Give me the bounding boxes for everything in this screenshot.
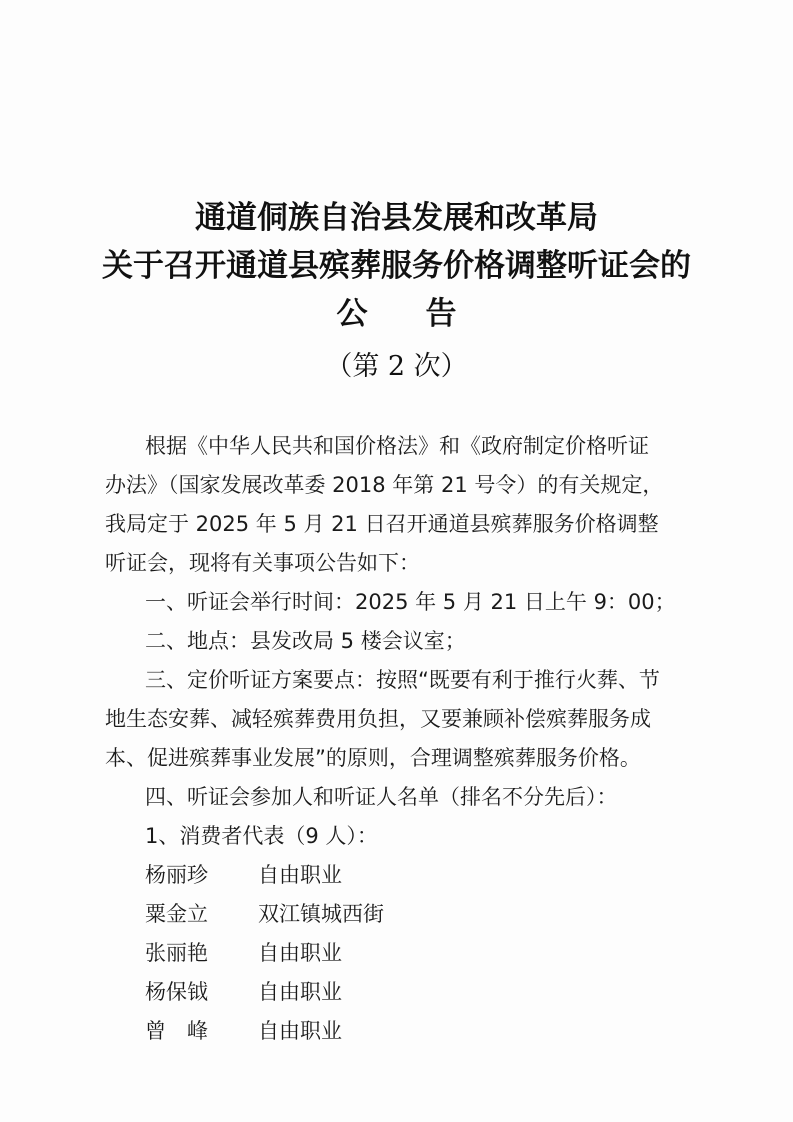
title-line-3: 公告 <box>336 296 515 332</box>
item-participants: 四、听证会参加人和听证人名单（排名不分先后）： <box>145 785 618 809</box>
item-plan-line-1: 三、定价听证方案要点：按照“既要有利于推行火葬、节 <box>145 668 660 692</box>
item-plan-line-2: 地生态安葬、减轻殡葬费用负担，又要兼顾补偿殡葬服务成 <box>105 707 651 731</box>
subtitle: （第 2 次） <box>325 351 468 382</box>
participant-role: 自由职业 <box>258 941 342 965</box>
item-time: 一、听证会举行时间：2025 年 5 月 21 日上午 9：00； <box>145 590 676 614</box>
intro-line-1: 根据《中华人民共和国价格法》和《政府制定价格听证 <box>145 434 649 458</box>
intro-line-2: 办法》（国家发展改革委 2018 年第 21 号令）的有关规定， <box>105 473 664 497</box>
participant-name: 粟金立 <box>145 902 208 926</box>
item-location: 二、地点：县发改局 5 楼会议室； <box>145 629 466 653</box>
group-heading-consumers: 1、消费者代表（9 人）： <box>145 824 378 848</box>
participant-name: 曾峰 <box>145 1019 229 1043</box>
title-line-1: 通道侗族自治县发展和改革局 <box>195 200 598 236</box>
participant-role: 自由职业 <box>258 980 342 1004</box>
participant-role: 双江镇城西街 <box>258 902 384 926</box>
item-plan-line-3: 本、促进殡葬事业发展”的原则，合理调整殡葬服务价格。 <box>105 746 641 770</box>
title-line-2: 关于召开通道县殡葬服务价格调整听证会的 <box>102 248 691 284</box>
intro-line-3: 我局定于 2025 年 5 月 21 日召开通道县殡葬服务价格调整 <box>105 512 659 536</box>
intro-line-4: 听证会，现将有关事项公告如下： <box>105 551 420 575</box>
participant-role: 自由职业 <box>258 863 342 887</box>
participant-name: 杨丽珍 <box>145 863 208 887</box>
participant-role: 自由职业 <box>258 1019 342 1043</box>
participant-name: 张丽艳 <box>145 941 208 965</box>
participant-name: 杨保钺 <box>145 980 208 1004</box>
